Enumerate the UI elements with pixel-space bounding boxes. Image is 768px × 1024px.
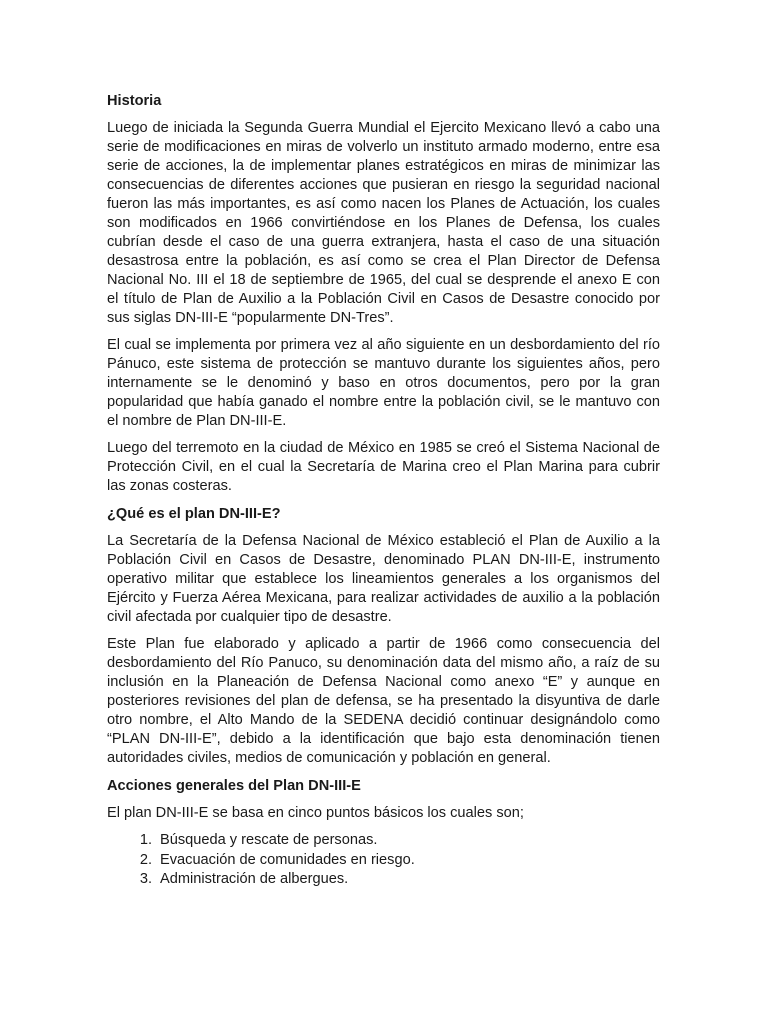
document-page [107,91,660,890]
list-item-text: Búsqueda y rescate de personas. [160,832,378,848]
list-item [107,870,660,890]
list-item-number: 1. [139,832,152,848]
list-item [107,831,660,851]
list-item-text: Administración de albergues. [160,871,349,887]
section-heading-historia: Historia [107,93,162,109]
actions-list [107,831,660,890]
section-heading-acciones: Acciones generales del Plan DN-III-E [107,778,361,794]
paragraph: El cual se implementa por primera vez al año siguiente en un desbordamiento del río Pánuco, este sistema de protección se mantuvo durante los siguientes años, pero internamente se le denominó y baso en otros documentos, pero por la gran popularidad que había ganado el nombre entre la población civil, se le mantuvo con el nombre de Plan DN-III-E. [107,337,660,429]
paragraph: Luego del terremoto en la ciudad de México en 1985 se creó el Sistema Nacional de Protección Civil, en el cual la Secretaría de Marina creo el Plan Marina para cubrir las zonas costeras. [107,440,660,494]
list-intro: El plan DN-III-E se basa en cinco puntos básicos los cuales son; [107,805,524,821]
paragraph: Este Plan fue elaborado y aplicado a partir de 1966 como consecuencia del desbordamiento del Río Panuco, su denominación data del mismo año, a raíz de su inclusión en la Planeación de Defensa Nacional como anexo “E” y aunque en posteriores revisiones del plan de defensa, se ha presentado la disyuntiva de darle otro nombre, el Alto Mando de la SEDENA decidió continuar designándolo como “PLAN DN-III-E”, debido a la identificación que bajo esta denominación tienen autoridades civiles, medios de comunicación y población en general. [107,636,660,766]
list-item-text: Evacuación de comunidades en riesgo. [160,851,415,868]
list-item-number: 3. [139,871,152,887]
list-item [107,851,660,871]
section-heading-que-es: ¿Qué es el plan DN-III-E? [107,506,281,522]
paragraph: Luego de iniciada la Segunda Guerra Mundial el Ejercito Mexicano llevó a cabo una serie de modificaciones en miras de volverlo un instituto armado moderno, entre esa serie de acciones, la de implementar planes estratégicos en miras de minimizar las consecuencias de diferentes acciones que pusieran en riesgo la seguridad nacional fueron las más importantes, es así como nacen los Planes de Actuación, los cuales son modificados en 1966 convirtiéndose en los Planes de Defensa, los cuales cubrían desde el caso de una guerra extranjera, hasta el caso de una situación desastrosa entre la población, es así como se crea el Plan Director de Defensa Nacional No. III el 18 de septiembre de 1965, del cual se desprende el anexo E con el título de Plan de Auxilio a la Población Civil en Casos de Desastre conocido por sus siglas DN-III-E “popularmente DN-Tres”. [107,120,660,326]
list-item-number: 2. [139,851,152,868]
paragraph: La Secretaría de la Defensa Nacional de México estableció el Plan de Auxilio a la Población Civil en Casos de Desastre, denominado PLAN DN-III-E, instrumento operativo militar que establece los lineamientos generales a los organismos del Ejército y Fuerza Aérea Mexicana, para realizar actividades de auxilio a la población civil afectada por cualquier tipo de desastre. [107,533,660,625]
